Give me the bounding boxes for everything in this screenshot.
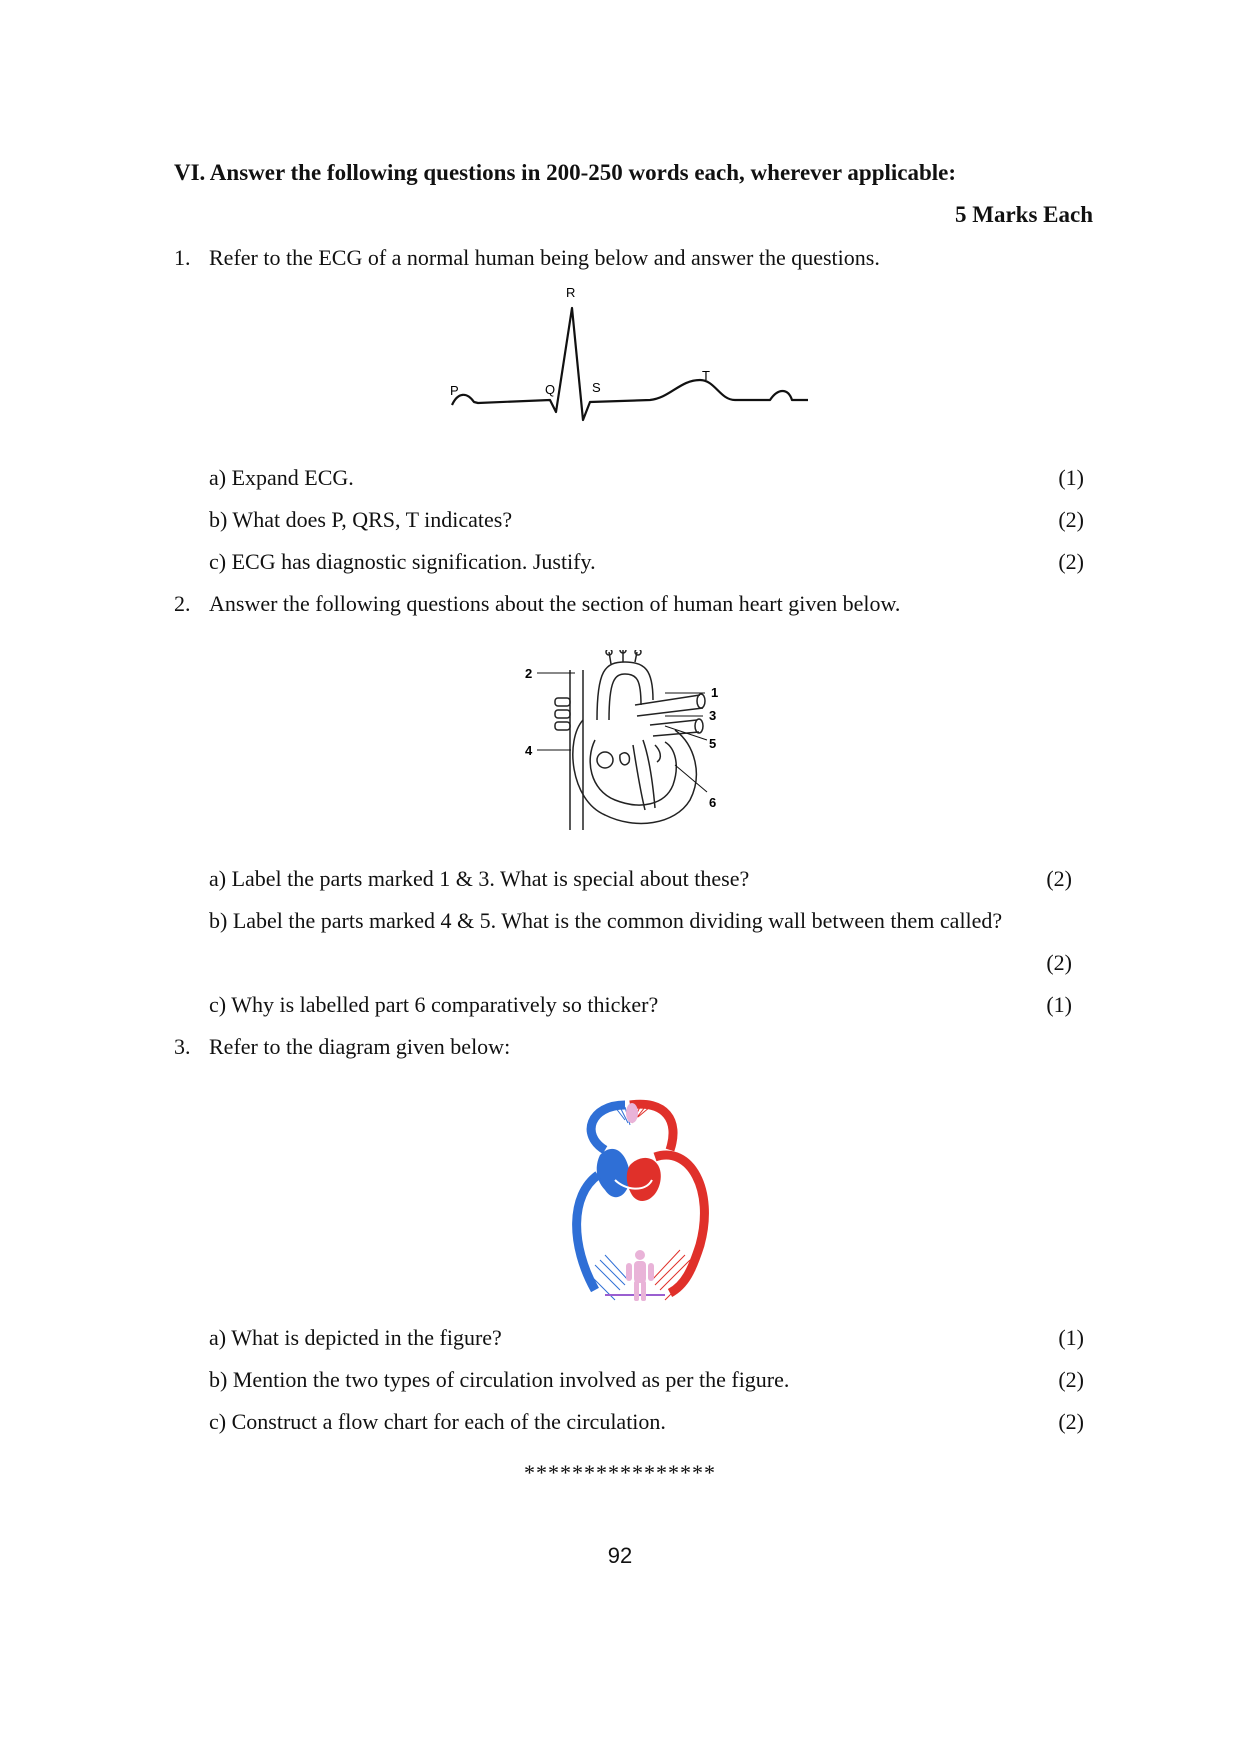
ecg-trace bbox=[452, 308, 808, 420]
question-3-number: 3. bbox=[174, 1034, 191, 1059]
heart-label-1: 1 bbox=[711, 685, 719, 700]
question-3c-marks: (2) bbox=[1058, 1409, 1084, 1434]
circulation-heart bbox=[597, 1149, 661, 1201]
heart-label-5: 5 bbox=[709, 736, 717, 751]
human-body-figure bbox=[626, 1250, 654, 1301]
pulmonary-artery-loop bbox=[591, 1105, 625, 1150]
question-3b-marks: (2) bbox=[1058, 1367, 1084, 1392]
question-1a-marks: (1) bbox=[1058, 465, 1084, 490]
question-1b: b) What does P, QRS, T indicates? bbox=[209, 507, 513, 532]
question-2b: b) Label the parts marked 4 & 5. What is the common dividing wall between them called? bbox=[209, 908, 1003, 933]
ecg-figure bbox=[440, 280, 830, 430]
heart-outline bbox=[555, 650, 705, 830]
heart-leader-lines bbox=[537, 673, 707, 792]
question-1c-marks: (2) bbox=[1058, 549, 1084, 574]
end-separator: **************** bbox=[524, 1460, 716, 1485]
ecg-label-q: Q bbox=[545, 382, 556, 397]
ecg-label-p: P bbox=[450, 383, 459, 398]
question-1-text: Refer to the ECG of a normal human being below and answer the questions. bbox=[209, 245, 880, 270]
marks-each-label: 5 Marks Each bbox=[955, 202, 1093, 227]
question-2c: c) Why is labelled part 6 comparatively so thicker? bbox=[209, 992, 659, 1017]
question-2-text: Answer the following questions about the section of human heart given below. bbox=[209, 591, 901, 616]
question-2-number: 2. bbox=[174, 591, 191, 616]
ecg-label-r: R bbox=[566, 285, 576, 300]
question-2a: a) Label the parts marked 1 & 3. What is special about these? bbox=[209, 866, 750, 891]
systemic-vein-loop bbox=[577, 1175, 598, 1290]
ecg-label-t: T bbox=[702, 368, 710, 383]
question-1b-marks: (2) bbox=[1058, 507, 1084, 532]
question-1c: c) ECG has diagnostic signification. Justify. bbox=[209, 549, 596, 574]
heart-label-3: 3 bbox=[709, 708, 717, 723]
question-2b-marks: (2) bbox=[1046, 950, 1072, 975]
question-1-number: 1. bbox=[174, 245, 191, 270]
heart-label-4: 4 bbox=[525, 743, 533, 758]
circulation-figure bbox=[570, 1095, 720, 1310]
page-number: 92 bbox=[607, 1543, 633, 1568]
question-3-text: Refer to the diagram given below: bbox=[209, 1034, 511, 1059]
section-heading: VI. Answer the following questions in 200-250 words each, wherever applicable: bbox=[174, 160, 957, 185]
question-2c-marks: (1) bbox=[1046, 992, 1072, 1017]
heart-figure bbox=[525, 650, 745, 835]
question-2a-marks: (2) bbox=[1046, 866, 1072, 891]
heart-label-2: 2 bbox=[525, 666, 533, 681]
question-1a: a) Expand ECG. bbox=[209, 465, 354, 490]
question-3a: a) What is depicted in the figure? bbox=[209, 1325, 502, 1350]
question-3a-marks: (1) bbox=[1058, 1325, 1084, 1350]
heart-label-6: 6 bbox=[709, 795, 717, 810]
question-3b: b) Mention the two types of circulation involved as per the figure. bbox=[209, 1367, 790, 1392]
systemic-artery-loop bbox=[655, 1155, 704, 1293]
ecg-label-s: S bbox=[592, 380, 601, 395]
question-3c: c) Construct a flow chart for each of the circulation. bbox=[209, 1409, 666, 1434]
